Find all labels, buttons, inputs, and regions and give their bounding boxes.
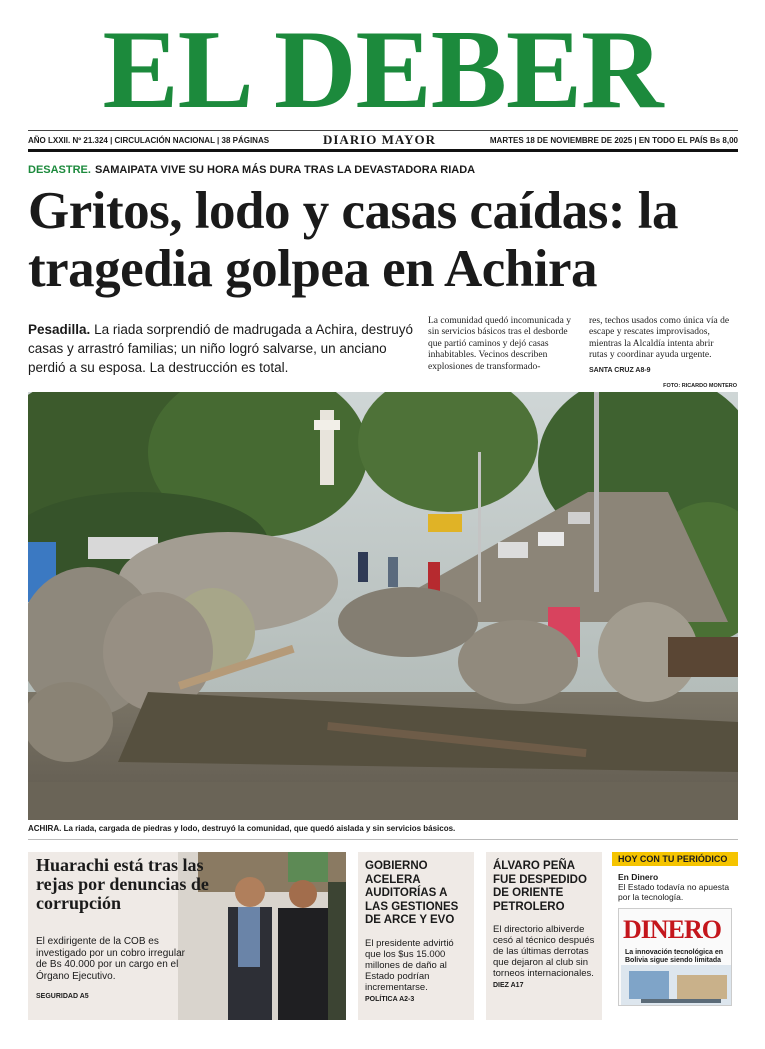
masthead-logo: EL DEBER [102, 8, 663, 132]
dinero-logo: DINERO [623, 915, 722, 944]
teaser-huarachi[interactable] [28, 852, 346, 1020]
lede [28, 320, 413, 377]
teaser-ref[interactable]: POLÍTICA A2-3 [365, 995, 415, 1003]
lede-text: La riada sorprendió de madrugada a Achira, destruyó casas y arrastró familias; un niño logró salvarse, un anciano perdió a su esposa. La destrucción es total. [28, 322, 414, 375]
page-ref[interactable]: SANTA CRUZ A8-9 [589, 366, 651, 374]
teaser-headline[interactable]: GOBIERNO ACELERA AUDITORÍAS A LAS GESTIONES DE ARCE Y EVO [365, 860, 459, 926]
main-photo[interactable] [28, 392, 738, 820]
photo-caption [28, 824, 738, 840]
teaser-alvaro-pena[interactable] [486, 852, 602, 1020]
kicker-tag: DESASTRE. [28, 164, 91, 176]
edition-info: AÑO LXXII. Nº 21.324 | CIRCULACIÓN NACIONAL | 38 PÁGINAS [28, 135, 270, 145]
body-column-2 [589, 316, 734, 376]
tagline: DIARIO MAYOR [322, 132, 436, 147]
cover-headline: La innovación tecnológica en Bolivia sigue siendo limitada [625, 949, 724, 964]
info-bar [28, 130, 738, 152]
landslide-illustration [28, 392, 738, 820]
supplement-cover[interactable] [618, 908, 732, 1006]
kicker [28, 164, 475, 176]
teaser-ref[interactable]: DIEZ A17 [493, 982, 524, 989]
supplement-label: En Dinero [618, 872, 659, 882]
caption-text: La riada, cargada de piedras y lodo, destruyó la comunidad, que quedó aislada y sin servicios básicos. [63, 824, 456, 833]
supplement-box[interactable] [612, 852, 738, 1020]
supplement-band: HOY CON TU PERIÓDICO [612, 852, 738, 866]
kicker-text: SAMAIPATA VIVE SU HORA MÁS DURA TRAS LA DEVASTADORA RIADA [94, 164, 476, 176]
body-column-2-text: res, techos usados como única vía de escape y rescates improvisados, mientras la Alcaldía intenta abrir rutas y coordinar ayuda urgente. [589, 316, 730, 361]
teaser-text: El directorio albiverde cesó al técnico después de las últimas derrotas que dejaron al club sin torneos internacionales. [493, 924, 595, 979]
body-column-1: La comunidad quedó incomunicada y sin servicios básicos tras el desborde que partió caminos y dejó casas inhabitables. Vecinos describen explosiones de transformado- [428, 316, 571, 372]
teaser-ref[interactable]: SEGURIDAD A5 [36, 993, 89, 1000]
date-price: MARTES 18 DE NOVIEMBRE DE 2025 | EN TODO EL PAÍS Bs 8,00 [489, 135, 738, 145]
lede-label: Pesadilla. [28, 322, 91, 337]
cover-image [621, 965, 732, 1006]
teaser-text: El presidente advirtió que los $us 15.000 millones de daño al Estado podrían incrementarse. [365, 937, 454, 993]
teaser-headline[interactable]: ÁLVARO PEÑA FUE DESPEDIDO DE ORIENTE PETROLERO [493, 860, 587, 913]
caption-label: ACHIRA. [28, 824, 62, 833]
teaser-auditorias[interactable] [358, 852, 474, 1020]
main-headline[interactable]: Gritos, lodo y casas caídas: la tragedia golpea en Achira [28, 182, 678, 298]
photo-credit: FOTO: RICARDO MONTERO [663, 383, 737, 389]
supplement-text: El Estado todavía no apuesta por la tecnología. [618, 882, 730, 902]
teaser-text: El exdirigente de la COB es investigado por un cobro irregular de Bs 40.000 por un cargo en el Órgano Ejecutivo. [36, 936, 185, 982]
teaser-headline[interactable]: Huarachi está tras las rejas por denuncias de corrupción [36, 855, 209, 913]
supplement-desc [612, 866, 738, 902]
